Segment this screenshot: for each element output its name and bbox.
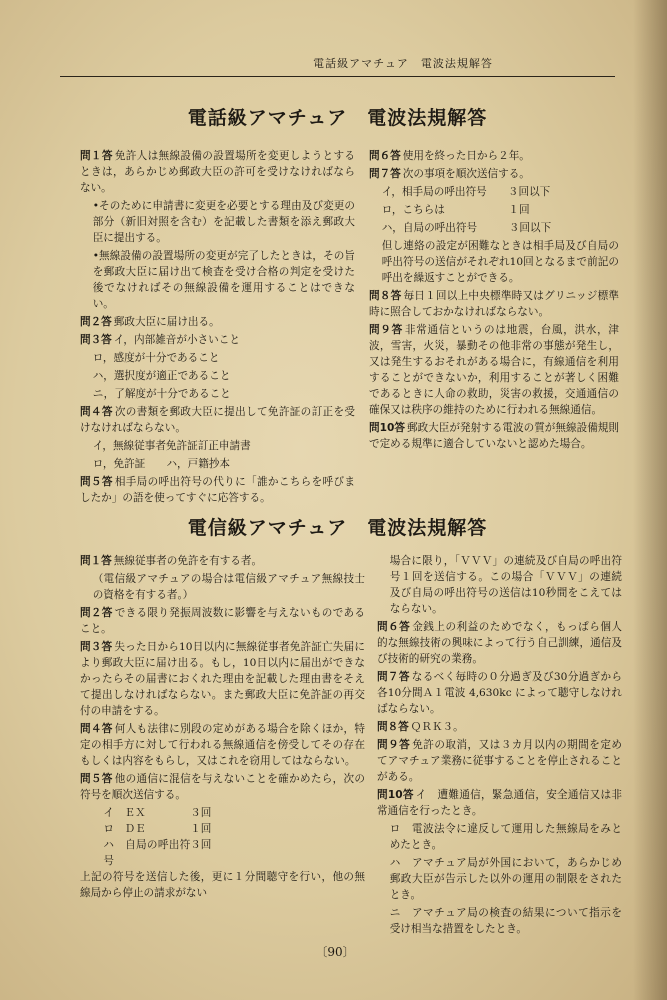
answer-continuation xyxy=(377,553,622,617)
answer-paragraph xyxy=(369,148,619,164)
answer-text: ロ 電波法令に違反して運用した無線局をみとめたとき。 xyxy=(389,823,622,851)
answer-continuation xyxy=(377,821,622,853)
answer-number: 問５答 xyxy=(80,773,113,785)
answer-paragraph xyxy=(80,721,365,769)
answer-number: 問２答 xyxy=(80,607,113,619)
answer-number: 問８答 xyxy=(377,721,409,733)
section2-right-column xyxy=(377,553,622,939)
call-sign-count: １回 xyxy=(190,823,212,835)
call-sign-sequence xyxy=(80,805,365,869)
answer-continuation xyxy=(80,198,355,246)
answer-number: 問10答 xyxy=(377,789,414,801)
answer-text: ニ，了解度が十分であること xyxy=(92,388,231,400)
answer-continuation xyxy=(369,238,619,286)
answer-text: 金銭上の利益のためでなく，もっぱら個人的な無線技術の興味によって行う自己訓練，通信及び技術的研究の業務。 xyxy=(377,621,622,665)
answer-number: 問１答 xyxy=(80,150,113,162)
running-head: 電話級アマチュア 電波法規解答 xyxy=(313,57,493,70)
answer-continuation xyxy=(80,438,355,454)
answer-number: 問４答 xyxy=(80,406,113,418)
call-sign-label: イ ＥＸ xyxy=(103,807,146,819)
answer-number: 問２答 xyxy=(80,316,112,328)
answer-text: イ 遭難通信，緊急通信，安全通信又は非常通信を行ったとき。 xyxy=(377,789,623,817)
answer-text: イ，相手局の呼出符号 ３回以下 xyxy=(381,186,551,198)
answer-number: 問４答 xyxy=(80,723,113,735)
answer-paragraph xyxy=(377,719,622,735)
answer-continuation xyxy=(369,184,619,200)
answer-continuation xyxy=(80,386,355,402)
answer-number: 問６答 xyxy=(377,621,411,633)
answer-number: 問３答 xyxy=(80,334,112,346)
answer-paragraph xyxy=(369,288,619,320)
call-sign-row xyxy=(103,805,365,821)
answer-continuation xyxy=(80,350,355,366)
section-title-telegraph: 電信級アマチュア 電波法規解答 xyxy=(187,517,488,539)
call-sign-count: ３回 xyxy=(190,807,212,819)
answer-text: イ，無線従事者免許証訂正申請書 xyxy=(92,440,251,452)
answer-number: 問１答 xyxy=(80,555,112,567)
answer-text: 失った日から10日以内に無線従事者免許証亡失届により郵政大臣に届け出る。もし，10日以内に届出ができなかったらその届書におくれた理由を記載した理由書をそえて提出しなければならない。また郵政大臣に免許証の再交付の申請をする。 xyxy=(80,641,365,717)
call-sign-label: ハ 自局の呼出符号 xyxy=(103,839,191,867)
answer-text: 使用を終った日から２年。 xyxy=(402,150,530,162)
answer-paragraph xyxy=(80,148,355,196)
answer-continuation xyxy=(80,248,355,312)
answer-continuation xyxy=(377,855,622,903)
answer-text: 次の事項を順次送信する。 xyxy=(402,168,530,180)
answer-text: 免許の取消，又は３カ月以内の期間を定めてアマチュア業務に従事することを停止されることがある。 xyxy=(377,739,623,783)
answer-text: ロ，感度が十分であること xyxy=(92,352,220,364)
call-sign-row xyxy=(103,821,365,837)
answer-continuation: 上記の符号を送信した後，更に１分間聴守を行い，他の無線局から停止の請求がない xyxy=(80,871,365,899)
answer-text: 場合に限り，「ＶＶＶ」の連続及び自局の呼出符号１回を送信する。この場合「ＶＶＶ」の連続及び自局の呼出符号の送信は10秒間をこえてはならない。 xyxy=(389,555,622,615)
answer-paragraph xyxy=(377,737,622,785)
answer-paragraph xyxy=(80,404,355,436)
header-rule xyxy=(60,76,615,77)
answer-text: 郵政大臣に届け出る。 xyxy=(113,316,220,328)
answer-text: ロ，免許証 ハ，戸籍抄本 xyxy=(92,458,231,470)
answer-text: 免許人は無線設備の設置場所を変更しようとするときは，あらかじめ郵政大臣の許可を受けなければならない。 xyxy=(80,150,356,194)
answer-paragraph xyxy=(80,474,355,506)
call-sign-row xyxy=(103,837,365,869)
answer-text: ハ アマチュア局が外国において，あらかじめ郵政大臣が告示した以外の運用の制限をされたとき。 xyxy=(389,857,622,901)
answer-text: 但し連絡の設定が困難なときは相手局及び自局の呼出符号の送信がそれぞれ10回となるまで前記の呼出を繰返すことができる。 xyxy=(381,240,619,284)
answer-text: 毎日１回以上中央標準時又はグリニッジ標準時に照合しておかなければならない。 xyxy=(369,290,619,318)
answer-number: 問８答 xyxy=(369,290,402,302)
page-number: 〔90〕 xyxy=(315,945,355,959)
answer-continuation xyxy=(80,368,355,384)
section1-right-column xyxy=(369,148,619,454)
answer-number: 問９答 xyxy=(377,739,411,751)
section-title-telephone: 電話級アマチュア 電波法規解答 xyxy=(187,107,488,129)
answer-paragraph xyxy=(80,553,365,569)
answer-text: ハ，選択度が適正であること xyxy=(92,370,231,382)
answer-text: なるべく毎時の０分過ぎ及び30分過ぎから各10分間Ａ１電波 4,630kc によって聴守しなければならない。 xyxy=(377,671,623,715)
answer-continuation xyxy=(369,220,619,236)
answer-number: 問９答 xyxy=(369,324,403,336)
answer-paragraph xyxy=(377,787,622,819)
answer-text: 無線従事者の免許を有する者。 xyxy=(113,555,263,567)
call-sign-label: ロ ＤＥ xyxy=(103,823,146,835)
answer-text: ロ，こちらは １回 xyxy=(381,204,530,216)
answer-number: 問３答 xyxy=(80,641,113,653)
answer-paragraph xyxy=(80,332,355,348)
answer-continuation xyxy=(80,456,355,472)
answer-number: 問７答 xyxy=(369,168,401,180)
answer-text: ニ アマチュア局の検査の結果について指示を受け相当な措置をしたとき。 xyxy=(389,907,622,935)
answer-text: ハ，自局の呼出符号 ３回以下 xyxy=(381,222,552,234)
answer-number: 問10答 xyxy=(369,422,405,434)
answer-text: （電信級アマチュアの場合は電信級アマチュア無線技士の資格を有する者。） xyxy=(92,573,365,601)
answer-text: 他の通信に混信を与えないことを確かめたら，次の符号を順次送信する。 xyxy=(80,773,366,801)
answer-text: できる限り発振周波数に影響を与えないものであること。 xyxy=(80,607,366,635)
answer-number: 問５答 xyxy=(80,476,113,488)
answer-continuation xyxy=(377,905,622,937)
answer-paragraph xyxy=(369,166,619,182)
answer-continuation xyxy=(80,571,365,603)
answer-text: ＱＲＫ３。 xyxy=(410,721,464,733)
answer-text: 郵政大臣が発射する電波の質が無線設備規則で定める規準に適合していないと認めた場合。 xyxy=(369,422,620,450)
answer-paragraph xyxy=(377,619,622,667)
answer-text: イ，内部雑音が小さいこと xyxy=(113,334,240,346)
answer-paragraph xyxy=(369,420,619,452)
answer-paragraph xyxy=(80,639,365,719)
answer-number: 問６答 xyxy=(369,150,401,162)
answer-paragraph xyxy=(377,669,622,717)
section2-left-column xyxy=(80,553,365,903)
answer-continuation xyxy=(369,202,619,218)
answer-text: •そのために申請書に変更を必要とする理由及び変更の部分（新旧対照を含む）を記載した書類を添え郵政大臣に提出する。 xyxy=(92,200,355,244)
answer-paragraph xyxy=(80,605,365,637)
answer-paragraph xyxy=(369,322,619,418)
answer-text: 次の書類を郵政大臣に提出して免許証の訂正を受けなければならない。 xyxy=(80,406,356,434)
answer-paragraph xyxy=(80,771,365,803)
page-binding-shadow xyxy=(633,0,667,1000)
call-sign-count: ３回 xyxy=(190,839,212,851)
answer-number: 問７答 xyxy=(377,671,410,683)
answer-text: 何人も法律に別段の定めがある場合を除くほか，特定の相手方に対して行われる無線通信を傍受してその存在もしくは内容をもらし，又はこれを窃用してはならない。 xyxy=(80,723,366,767)
section1-left-column xyxy=(80,148,355,508)
answer-text: 非常通信というのは地震，台風，洪水，津波，雪害，火災，暴動その他非常の事態が発生し，又は発生するおそれがある場合に，有線通信を利用することができないか，利用することが著しく困難であるときに人命の救助，災害の救援，交通通信の確保又は秩序の維持のために行われる無線通信。 xyxy=(369,324,620,416)
answer-text: 相手局の呼出符号の代りに「誰かこちらを呼びましたか」の語を使ってすぐに応答する。 xyxy=(80,476,356,504)
answer-paragraph xyxy=(80,314,355,330)
answer-text: •無線設備の設置場所の変更が完了したときは，その旨を郵政大臣に届け出て検査を受け合格の判定を受けた後でなければその無線設備を運用することはできない。 xyxy=(92,250,355,310)
